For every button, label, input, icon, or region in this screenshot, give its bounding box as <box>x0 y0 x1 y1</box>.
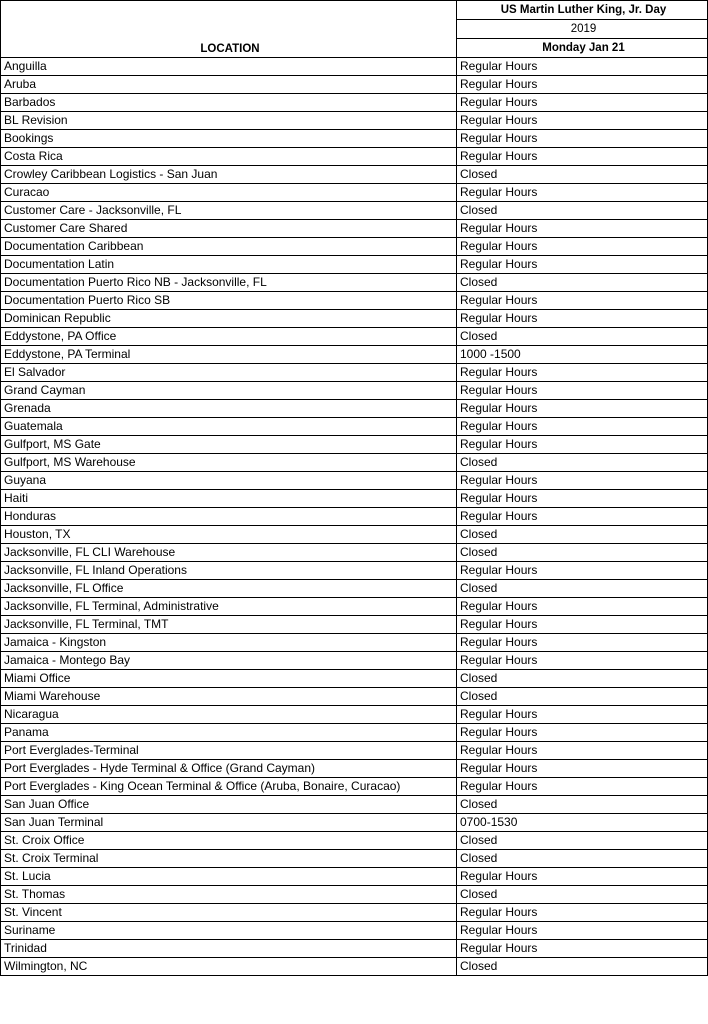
hours-cell: Regular Hours <box>457 490 708 508</box>
date-header: Monday Jan 21 <box>457 39 708 58</box>
hours-cell: Regular Hours <box>457 778 708 796</box>
hours-cell: Closed <box>457 796 708 814</box>
hours-cell: Closed <box>457 202 708 220</box>
table-row <box>1 544 708 562</box>
location-cell: Barbados <box>1 94 457 112</box>
location-cell: Miami Warehouse <box>1 688 457 706</box>
table-row <box>1 328 708 346</box>
location-cell: Haiti <box>1 490 457 508</box>
hours-cell: Regular Hours <box>457 382 708 400</box>
table-row <box>1 742 708 760</box>
location-cell: St. Croix Office <box>1 832 457 850</box>
hours-cell: Closed <box>457 526 708 544</box>
hours-cell: Regular Hours <box>457 652 708 670</box>
hours-cell: Regular Hours <box>457 724 708 742</box>
table-row <box>1 598 708 616</box>
table-row <box>1 166 708 184</box>
table-row <box>1 256 708 274</box>
hours-cell: Regular Hours <box>457 364 708 382</box>
hours-cell: Regular Hours <box>457 922 708 940</box>
table-row <box>1 508 708 526</box>
table-row <box>1 184 708 202</box>
hours-cell: Closed <box>457 958 708 976</box>
location-cell: Grand Cayman <box>1 382 457 400</box>
hours-cell: Regular Hours <box>457 94 708 112</box>
table-row <box>1 796 708 814</box>
hours-cell: Regular Hours <box>457 508 708 526</box>
table-row <box>1 58 708 76</box>
location-column-header: LOCATION <box>1 1 457 58</box>
hours-cell: Regular Hours <box>457 148 708 166</box>
table-row <box>1 562 708 580</box>
table-row <box>1 202 708 220</box>
location-cell: Curacao <box>1 184 457 202</box>
table-row <box>1 652 708 670</box>
hours-cell: Regular Hours <box>457 76 708 94</box>
table-row <box>1 148 708 166</box>
table-row <box>1 940 708 958</box>
location-cell: Anguilla <box>1 58 457 76</box>
location-cell: Trinidad <box>1 940 457 958</box>
location-cell: Costa Rica <box>1 148 457 166</box>
table-row <box>1 346 708 364</box>
location-cell: Jacksonville, FL Terminal, TMT <box>1 616 457 634</box>
hours-cell: Regular Hours <box>457 418 708 436</box>
location-cell: Jacksonville, FL Inland Operations <box>1 562 457 580</box>
table-row <box>1 238 708 256</box>
table-row <box>1 454 708 472</box>
location-cell: BL Revision <box>1 112 457 130</box>
table-row <box>1 382 708 400</box>
hours-cell: Regular Hours <box>457 400 708 418</box>
table-row <box>1 436 708 454</box>
hours-cell: Regular Hours <box>457 184 708 202</box>
location-cell: St. Thomas <box>1 886 457 904</box>
table-row <box>1 886 708 904</box>
table-row <box>1 904 708 922</box>
location-cell: Documentation Caribbean <box>1 238 457 256</box>
hours-cell: Regular Hours <box>457 58 708 76</box>
hours-cell: 0700-1530 <box>457 814 708 832</box>
location-cell: Port Everglades-Terminal <box>1 742 457 760</box>
table-row <box>1 616 708 634</box>
hours-cell: Regular Hours <box>457 868 708 886</box>
hours-cell: Regular Hours <box>457 292 708 310</box>
hours-cell: Closed <box>457 328 708 346</box>
location-cell: Honduras <box>1 508 457 526</box>
hours-cell: Closed <box>457 274 708 292</box>
hours-cell: Closed <box>457 544 708 562</box>
hours-cell: Regular Hours <box>457 130 708 148</box>
hours-cell: 1000 -1500 <box>457 346 708 364</box>
hours-cell: Regular Hours <box>457 220 708 238</box>
table-row <box>1 832 708 850</box>
location-cell: Port Everglades - Hyde Terminal & Office (Grand Cayman) <box>1 760 457 778</box>
hours-cell: Regular Hours <box>457 256 708 274</box>
location-cell: Documentation Latin <box>1 256 457 274</box>
hours-cell: Regular Hours <box>457 940 708 958</box>
location-cell: Eddystone, PA Office <box>1 328 457 346</box>
location-cell: Gulfport, MS Gate <box>1 436 457 454</box>
table-row <box>1 112 708 130</box>
table-row <box>1 814 708 832</box>
location-cell: Documentation Puerto Rico NB - Jacksonville, FL <box>1 274 457 292</box>
holiday-name-header: US Martin Luther King, Jr. Day <box>457 1 708 20</box>
table-row <box>1 274 708 292</box>
location-cell: Jamaica - Montego Bay <box>1 652 457 670</box>
location-cell: Jacksonville, FL Terminal, Administrative <box>1 598 457 616</box>
hours-cell: Closed <box>457 886 708 904</box>
location-cell: St. Vincent <box>1 904 457 922</box>
location-cell: Gulfport, MS Warehouse <box>1 454 457 472</box>
table-row <box>1 400 708 418</box>
hours-cell: Regular Hours <box>457 310 708 328</box>
location-cell: St. Croix Terminal <box>1 850 457 868</box>
location-cell: Nicaragua <box>1 706 457 724</box>
hours-cell: Regular Hours <box>457 616 708 634</box>
location-cell: Houston, TX <box>1 526 457 544</box>
hours-cell: Closed <box>457 166 708 184</box>
location-cell: Guatemala <box>1 418 457 436</box>
hours-cell: Regular Hours <box>457 436 708 454</box>
table-row <box>1 922 708 940</box>
table-body <box>1 58 708 976</box>
location-cell: St. Lucia <box>1 868 457 886</box>
location-cell: Eddystone, PA Terminal <box>1 346 457 364</box>
hours-cell: Regular Hours <box>457 562 708 580</box>
hours-cell: Regular Hours <box>457 238 708 256</box>
table-row <box>1 778 708 796</box>
location-cell: Suriname <box>1 922 457 940</box>
hours-cell: Regular Hours <box>457 760 708 778</box>
location-cell: Dominican Republic <box>1 310 457 328</box>
location-cell: Jacksonville, FL CLI Warehouse <box>1 544 457 562</box>
location-cell: Jacksonville, FL Office <box>1 580 457 598</box>
hours-cell: Closed <box>457 688 708 706</box>
table-row <box>1 724 708 742</box>
location-cell: San Juan Office <box>1 796 457 814</box>
hours-cell: Closed <box>457 454 708 472</box>
table-row <box>1 76 708 94</box>
hours-cell: Regular Hours <box>457 598 708 616</box>
table-row <box>1 490 708 508</box>
location-cell: Guyana <box>1 472 457 490</box>
table-row <box>1 868 708 886</box>
table-row <box>1 472 708 490</box>
hours-cell: Closed <box>457 670 708 688</box>
table-row <box>1 94 708 112</box>
location-cell: Port Everglades - King Ocean Terminal & Office (Aruba, Bonaire, Curacao) <box>1 778 457 796</box>
table-row <box>1 580 708 598</box>
table-row <box>1 958 708 976</box>
table-row <box>1 364 708 382</box>
table-row <box>1 706 708 724</box>
table-row <box>1 670 708 688</box>
year-header: 2019 <box>457 20 708 39</box>
location-cell: Aruba <box>1 76 457 94</box>
location-cell: San Juan Terminal <box>1 814 457 832</box>
hours-cell: Regular Hours <box>457 904 708 922</box>
hours-cell: Regular Hours <box>457 706 708 724</box>
location-cell: Jamaica - Kingston <box>1 634 457 652</box>
table-row <box>1 292 708 310</box>
table-row <box>1 760 708 778</box>
hours-cell: Closed <box>457 832 708 850</box>
table-row <box>1 526 708 544</box>
hours-cell: Regular Hours <box>457 634 708 652</box>
hours-cell: Regular Hours <box>457 742 708 760</box>
hours-cell: Closed <box>457 580 708 598</box>
location-cell: Crowley Caribbean Logistics - San Juan <box>1 166 457 184</box>
location-cell: Miami Office <box>1 670 457 688</box>
hours-cell: Closed <box>457 850 708 868</box>
table-row <box>1 634 708 652</box>
location-cell: Customer Care - Jacksonville, FL <box>1 202 457 220</box>
location-cell: Grenada <box>1 400 457 418</box>
hours-cell: Regular Hours <box>457 472 708 490</box>
table-row <box>1 850 708 868</box>
table-row <box>1 688 708 706</box>
location-cell: El Salvador <box>1 364 457 382</box>
hours-cell: Regular Hours <box>457 112 708 130</box>
location-cell: Wilmington, NC <box>1 958 457 976</box>
table-row <box>1 220 708 238</box>
location-cell: Customer Care Shared <box>1 220 457 238</box>
table-row <box>1 418 708 436</box>
location-cell: Bookings <box>1 130 457 148</box>
location-cell: Panama <box>1 724 457 742</box>
location-cell: Documentation Puerto Rico SB <box>1 292 457 310</box>
table-row <box>1 130 708 148</box>
table-row <box>1 310 708 328</box>
